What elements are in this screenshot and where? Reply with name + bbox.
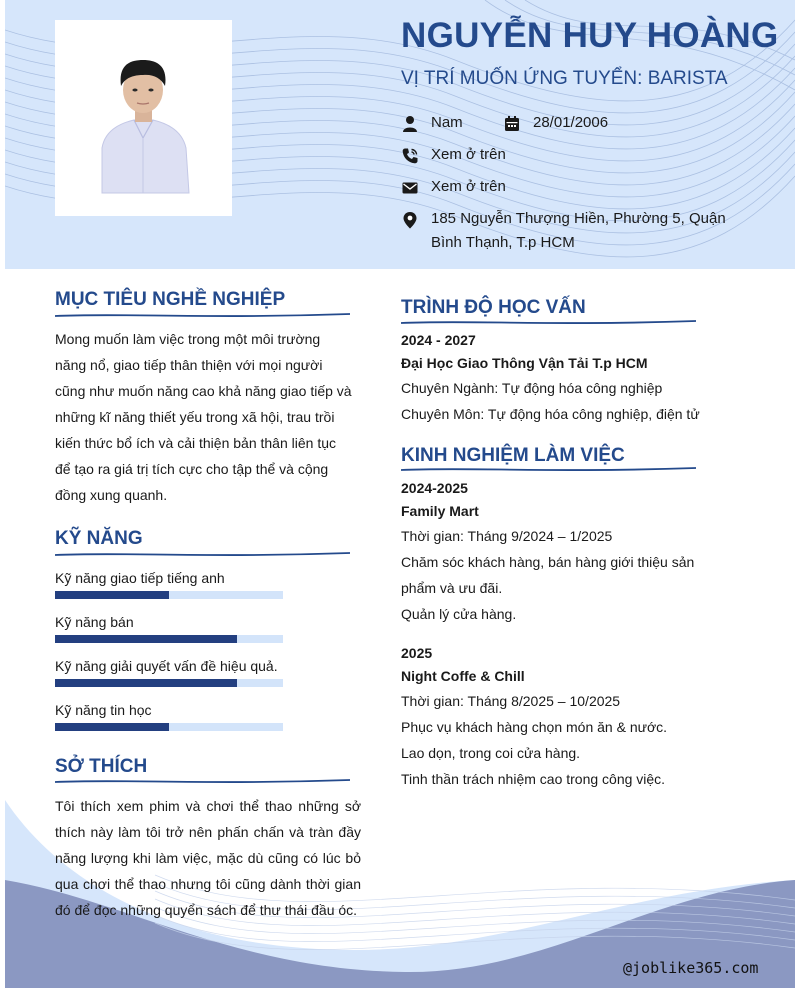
phone-row <box>401 143 506 167</box>
skill-bar-fill <box>55 679 237 687</box>
desired-position: VỊ TRÍ MUỐN ỨNG TUYỂN: BARISTA <box>401 68 728 89</box>
hobbies-title: SỞ THÍCH <box>55 756 148 777</box>
skill-bar <box>55 635 283 643</box>
objective-text: Mong muốn làm việc trong một môi trường năng nổ, giao tiếp thân thiện với mọi người cũng như muốn năng cao khả năng giao tiếp và những kĩ năng thiết yếu trong xã hội, trau trồi kiến thức bổ ích và cải thiện bản thân liên tục để tạo ra giá trị tích cực cho tập thể và cộng đồng xung quanh. <box>55 331 352 503</box>
gender-row <box>401 111 463 135</box>
education-school: Đại Học Giao Thông Vận Tải T.p HCM <box>401 355 648 371</box>
person-icon <box>401 115 419 133</box>
skill-bar <box>55 723 283 731</box>
cv-page <box>5 0 795 988</box>
skills-underline <box>55 551 350 559</box>
objective-title: MỤC TIÊU NGHỀ NGHIỆP <box>55 289 286 310</box>
skill-bar <box>55 591 283 599</box>
envelope-icon <box>401 179 419 197</box>
experience-title: KINH NGHIỆM LÀM VIỆC <box>401 445 625 466</box>
skill-bar-fill <box>55 635 237 643</box>
job-description: Phục vụ khách hàng chọn món ăn & nước. Lao dọn, trong coi cửa hàng. Tinh thần trách nhiệm cao trong công việc. <box>401 719 668 787</box>
profile-photo <box>55 20 232 216</box>
job-year: 2024-2025 <box>401 480 468 496</box>
address-row <box>401 207 751 255</box>
email-text: Xem ở trên <box>431 178 506 195</box>
address-text: 185 Nguyễn Thượng Hiền, Phường 5, Quận Bình Thạnh, T.p HCM <box>431 210 726 251</box>
skills-title: KỸ NĂNG <box>55 528 143 549</box>
education-specialty: Chuyên Môn: Tự động hóa công nghiệp, điện tử <box>401 406 700 422</box>
skill-item: Kỹ năng tin học <box>55 701 285 719</box>
birthdate-row <box>503 111 608 135</box>
skill-bar-fill <box>55 723 169 731</box>
education-period: 2024 - 2027 <box>401 332 476 348</box>
candidate-name: NGUYỄN HUY HOÀNG <box>401 16 779 55</box>
gender-text: Nam <box>431 114 463 131</box>
skill-item: Kỹ năng giao tiếp tiếng anh <box>55 569 285 587</box>
job-company: Night Coffe & Chill <box>401 668 525 684</box>
objective-underline <box>55 312 350 320</box>
skill-bar-fill <box>55 591 169 599</box>
calendar-icon <box>503 115 521 133</box>
hobbies-underline <box>55 778 350 786</box>
job-company: Family Mart <box>401 503 479 519</box>
job-description: Chăm sóc khách hàng, bán hàng giới thiệu sản phẩm và ưu đãi. Quản lý cửa hàng. <box>401 554 695 622</box>
job-time: Thời gian: Tháng 8/2025 – 10/2025 <box>401 693 621 709</box>
job-year: 2025 <box>401 645 433 661</box>
birthdate-text: 28/01/2006 <box>533 114 609 131</box>
map-pin-icon <box>401 211 419 229</box>
education-underline <box>401 319 696 327</box>
education-title: TRÌNH ĐỘ HỌC VẤN <box>401 297 586 318</box>
phone-text: Xem ở trên <box>431 146 506 163</box>
education-major: Chuyên Ngành: Tự động hóa công nghiệp <box>401 380 663 396</box>
footer-watermark: @joblike365.com <box>623 959 759 977</box>
hobbies-text: Tôi thích xem phim và chơi thể thao những sở thích này làm tôi trở nên phấn chấn và tràn đầy năng lượng khi làm việc, mặc dù cũng có lúc bỏ qua chơi thể thao nhưng tôi cũng dành thời gian đó để đọc những quyển sách để thư thái đầu óc. <box>55 798 361 918</box>
experience-underline <box>401 466 696 474</box>
job-time: Thời gian: Tháng 9/2024 – 1/2025 <box>401 528 613 544</box>
phone-icon <box>401 147 419 165</box>
skill-item: Kỹ năng bán <box>55 613 285 631</box>
email-row <box>401 175 506 199</box>
skill-item: Kỹ năng giải quyết vấn đề hiệu quả. <box>55 657 285 675</box>
skill-bar <box>55 679 283 687</box>
